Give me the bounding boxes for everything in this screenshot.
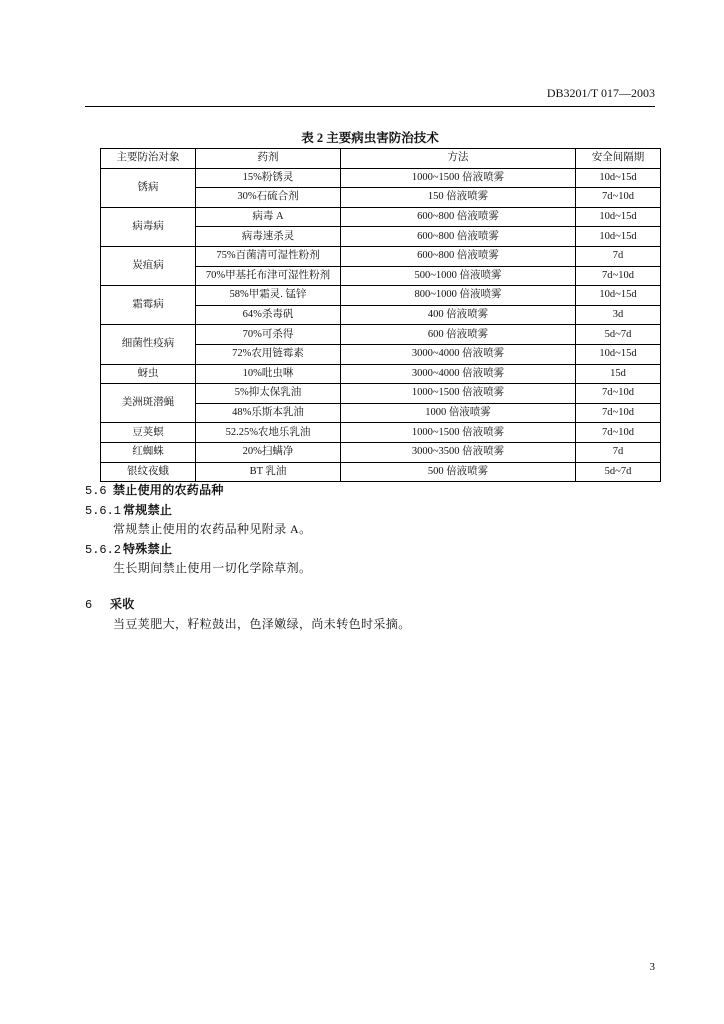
table-header-row	[101, 149, 661, 169]
column-header-pesticide: 药剂	[196, 149, 341, 169]
section-title: 常规禁止	[123, 502, 173, 517]
application-method-cell: 500 倍液喷雾	[341, 462, 576, 482]
safety-interval-cell: 7d	[576, 246, 661, 266]
safety-interval-cell: 7d~10d	[576, 188, 661, 208]
column-header-interval: 安全间隔期	[576, 149, 661, 169]
safety-interval-cell: 7d~10d	[576, 403, 661, 423]
safety-interval-cell: 7d~10d	[576, 266, 661, 286]
section-body: 当豆荚肥大，籽粒鼓出，色泽嫩绿，尚未转色时采摘。	[113, 616, 411, 631]
table-row	[101, 384, 661, 404]
safety-interval-cell: 3d	[576, 305, 661, 325]
pesticide-cell: 48%乐斯本乳油	[196, 403, 341, 423]
safety-interval-cell: 5d~7d	[576, 462, 661, 482]
safety-interval-cell: 5d~7d	[576, 325, 661, 345]
application-method-cell: 500~1000 倍液喷雾	[341, 266, 576, 286]
safety-interval-cell: 7d	[576, 442, 661, 462]
pesticide-cell: 15%粉锈灵	[196, 168, 341, 188]
section-heading	[85, 540, 655, 560]
table-row	[101, 207, 661, 227]
pest-target-cell: 蚜虫	[101, 364, 196, 384]
safety-interval-cell: 15d	[576, 364, 661, 384]
application-method-cell: 1000~1500 倍液喷雾	[341, 384, 576, 404]
section-title: 特殊禁止	[123, 541, 173, 556]
pesticide-cell: 58%甲霜灵. 锰锌	[196, 286, 341, 306]
application-method-cell: 400 倍液喷雾	[341, 305, 576, 325]
pesticide-cell: 病毒速杀灵	[196, 227, 341, 247]
safety-interval-cell: 10d~15d	[576, 168, 661, 188]
application-method-cell: 3000~4000 倍液喷雾	[341, 364, 576, 384]
application-method-cell: 800~1000 倍液喷雾	[341, 286, 576, 306]
application-method-cell: 3000~4000 倍液喷雾	[341, 344, 576, 364]
table-header	[101, 149, 661, 169]
section-heading	[85, 595, 655, 615]
pesticide-cell: 70%可杀得	[196, 325, 341, 345]
safety-interval-cell: 7d~10d	[576, 423, 661, 443]
table-body	[101, 168, 661, 482]
application-method-cell: 150 倍液喷雾	[341, 188, 576, 208]
table-row	[101, 246, 661, 266]
header-rule	[85, 106, 655, 107]
column-header-target: 主要防治对象	[101, 149, 196, 169]
application-method-cell: 600~800 倍液喷雾	[341, 207, 576, 227]
section-body: 生长期间禁止使用一切化学除草剂。	[113, 561, 312, 576]
safety-interval-cell: 10d~15d	[576, 286, 661, 306]
pesticide-cell: 10%吡虫啉	[196, 364, 341, 384]
page-number: 3	[649, 961, 655, 973]
table-row	[101, 286, 661, 306]
document-sections	[85, 481, 655, 634]
application-method-cell: 1000~1500 倍液喷雾	[341, 168, 576, 188]
pesticide-cell: 75%百菌清可湿性粉剂	[196, 246, 341, 266]
section-title: 采收	[110, 596, 135, 611]
pesticide-cell: 30%石硫合剂	[196, 188, 341, 208]
table-row	[101, 442, 661, 462]
pesticide-cell: 5%抑太保乳油	[196, 384, 341, 404]
table-row	[101, 364, 661, 384]
application-method-cell: 600 倍液喷雾	[341, 325, 576, 345]
pest-target-cell: 豆荚螟	[101, 423, 196, 443]
table-row	[101, 168, 661, 188]
document-code: DB3201/T 017—2003	[546, 86, 655, 100]
section-number: 5.6.1	[85, 503, 122, 518]
safety-interval-cell: 7d~10d	[576, 384, 661, 404]
safety-interval-cell: 10d~15d	[576, 227, 661, 247]
safety-interval-cell: 10d~15d	[576, 207, 661, 227]
pest-target-cell: 美洲斑潜蝇	[101, 384, 196, 423]
section-number: 5.6	[85, 484, 107, 498]
table-caption: 表 2 主要病虫害防治技术	[301, 131, 439, 145]
application-method-cell: 1000~1500 倍液喷雾	[341, 423, 576, 443]
pesticide-cell: 病毒 A	[196, 207, 341, 227]
pest-control-table	[100, 148, 661, 482]
section-heading	[85, 501, 655, 521]
section-body: 常规禁止使用的农药品种见附录 A。	[113, 522, 312, 537]
table-row	[101, 462, 661, 482]
section-number: 6	[85, 597, 93, 612]
section-heading	[85, 481, 655, 501]
pest-target-cell: 红蜘蛛	[101, 442, 196, 462]
pest-target-cell: 病毒病	[101, 207, 196, 246]
section-title: 禁止使用的农药品种	[113, 483, 224, 497]
pest-target-cell: 霜霉病	[101, 286, 196, 325]
pest-target-cell: 银纹夜蛾	[101, 462, 196, 482]
table-row	[101, 325, 661, 345]
pesticide-cell: BT 乳油	[196, 462, 341, 482]
pesticide-cell: 52.25%农地乐乳油	[196, 423, 341, 443]
section-number: 5.6.2	[85, 542, 122, 557]
pest-target-cell: 锈病	[101, 168, 196, 207]
application-method-cell: 1000 倍液喷雾	[341, 403, 576, 423]
column-header-method: 方法	[341, 149, 576, 169]
application-method-cell: 3000~3500 倍液喷雾	[341, 442, 576, 462]
pesticide-cell: 72%农用链霉素	[196, 344, 341, 364]
application-method-cell: 600~800 倍液喷雾	[341, 246, 576, 266]
pest-target-cell: 细菌性疫病	[101, 325, 196, 364]
pesticide-cell: 64%杀毒矾	[196, 305, 341, 325]
pesticide-cell: 20%扫螨净	[196, 442, 341, 462]
pesticide-cell: 70%甲基托布津可湿性粉剂	[196, 266, 341, 286]
pest-target-cell: 炭疽病	[101, 246, 196, 285]
application-method-cell: 600~800 倍液喷雾	[341, 227, 576, 247]
safety-interval-cell: 10d~15d	[576, 344, 661, 364]
table-row	[101, 423, 661, 443]
